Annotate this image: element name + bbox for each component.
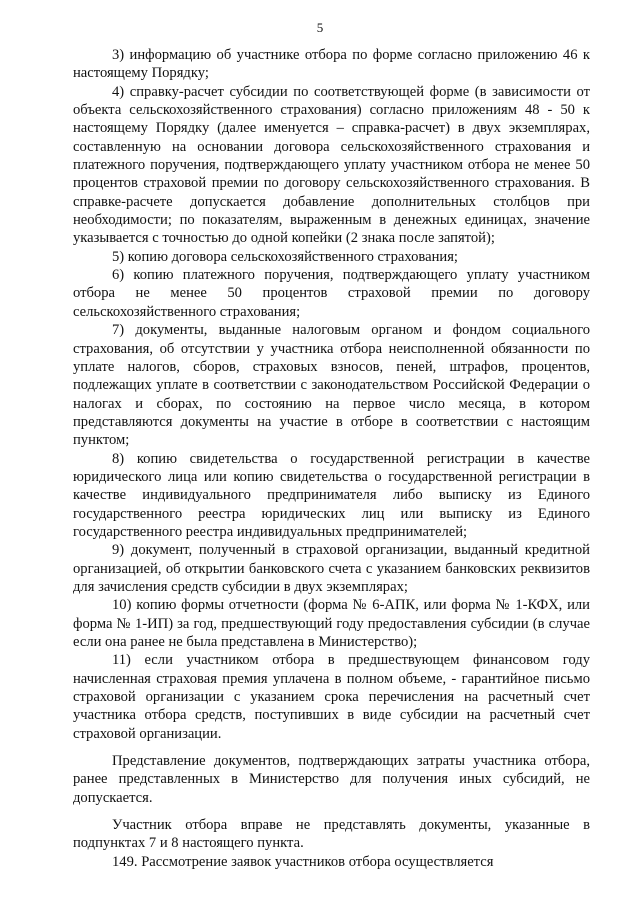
paragraph-prior-documents: Представление документов, подтверждающих затраты участника отбора, ранее представленных в Министерство для получения иных субсидий, не допускается. [73,753,590,806]
document-body [73,46,590,871]
paragraph-item-10: 10) копию формы отчетности (форма № 6-АПК, или форма № 1-КФХ, или форма № 1-ИП) за год, предшествующий году предоставления субсидии (в случае если она ранее не была представлена в Министерство); [73,597,590,650]
paragraph-section-149: 149. Рассмотрение заявок участников отбора осуществляется [112,853,494,870]
paragraph-item-8: 8) копию свидетельства о государственной регистрации в качестве юридического лица или копию свидетельства о государственной регистрации в качестве индивидуального предпринимателя либо выписку из Единого государственного реестра юридических лиц или выписку из Единого государственного реестра индивидуальных предпринимателей; [73,450,590,540]
paragraph-item-5: 5) копию договора сельскохозяйственного страхования; [112,248,458,265]
paragraph-optional-documents: Участник отбора вправе не представлять документы, указанные в подпунктах 7 и 8 настоящего пункта. [73,817,590,852]
paragraph-item-11: 11) если участником отбора в предшествующем финансовом году начисленная страховая премия уплачена в полном объеме, - гарантийное письмо страховой организации с указанием срока перечисления на расчетный счет участника отбора средств, поступивших в виде субсидии на расчетный счет страховой организации. [73,652,590,742]
page-number: 5 [316,20,324,35]
paragraph-item-7: 7) документы, выданные налоговым органом и фондом социального страхования, об отсутствии у участника отбора неисполненной обязанности по уплате налогов, сборов, страховых взносов, пеней, штрафов, процентов, подлежащих уплате в соответствии с законодательством Российской Федерации о налогах и сборах, по состоянию на первое число месяца, в котором представляются документы на участие в отборе в соответствии с настоящим пунктом; [73,322,590,449]
paragraph-item-6: 6) копию платежного поручения, подтверждающего уплату участником отбора не менее 50 процентов страховой премии по договору сельскохозяйственного страхования; [73,267,590,320]
paragraph-item-9: 9) документ, полученный в страховой организации, выданный кредитной организацией, об открытии банковского счета с указанием банковских реквизитов для зачисления средств субсидии в двух экземплярах; [73,542,590,595]
paragraph-item-4: 4) справку-расчет субсидии по соответствующей форме (в зависимости от объекта сельскохозяйственного страхования) согласно приложениям 48 - 50 к настоящему Порядку (далее именуется – справка-расчет) в двух экземплярах, составленную на основании договора сельскохозяйственного страхования и платежного поручения, подтверждающего уплату участником отбора не менее 50 процентов страховой премии по договору сельскохозяйственного страхования. В справке-расчете допускается добавление дополнительных столбцов при необходимости; по показателям, выраженным в денежных единицах, значение указывается с точностью до одной копейки (2 знака после запятой); [73,83,590,247]
paragraph-item-3: 3) информацию об участнике отбора по форме согласно приложению 46 к настоящему Порядку; [73,47,590,82]
